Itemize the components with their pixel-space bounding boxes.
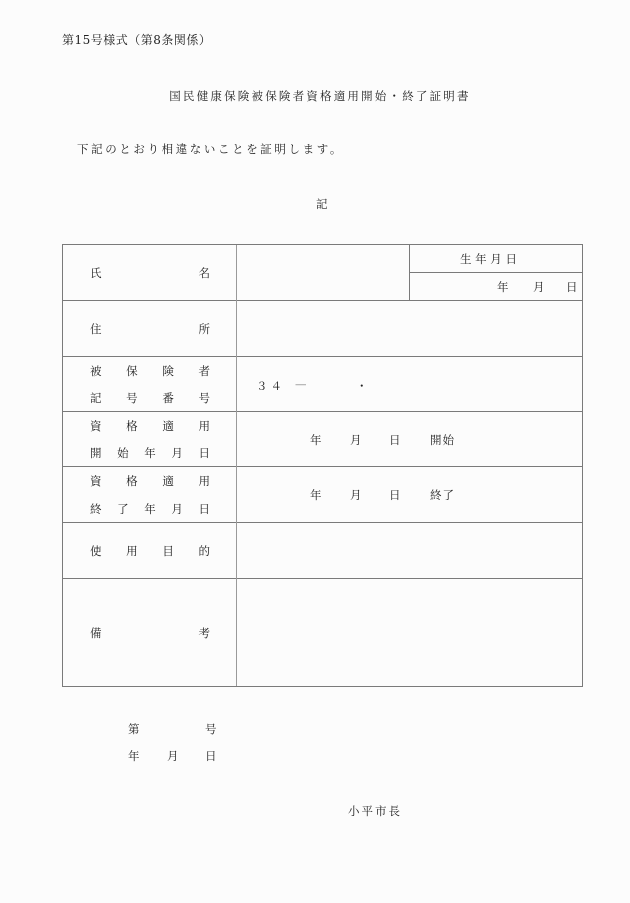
birthdate-column-divider (409, 245, 410, 300)
start-suffix: 開始 (430, 433, 455, 447)
label-char: 用 (126, 544, 138, 558)
end-label-line1 (90, 473, 210, 489)
label-char: 格 (126, 419, 138, 433)
birthdate-divider (409, 272, 583, 273)
insured-number-field[interactable] (313, 363, 573, 403)
purpose-field[interactable] (237, 523, 583, 578)
certificate-table (62, 244, 583, 687)
issue-number-prefix: 第 (128, 722, 140, 736)
remarks-label (90, 625, 210, 641)
label-char: 名 (198, 266, 210, 280)
label-char: 使 (90, 544, 102, 558)
birthdate-header: 生 年 月 日 (460, 252, 517, 266)
issuer-name: 小平市長 (348, 804, 402, 818)
label-char: 格 (126, 474, 138, 488)
end-suffix: 終了 (430, 488, 455, 502)
remarks-field[interactable] (237, 579, 583, 686)
label-char: 適 (162, 474, 174, 488)
row-divider (63, 466, 582, 467)
row-divider (63, 411, 582, 412)
issue-year-label: 年 (128, 749, 140, 763)
insured-number-prefix: ３４ (256, 379, 285, 393)
birthdate-month-label: 月 (533, 280, 545, 294)
label-char: 資 (90, 474, 102, 488)
issue-number-suffix: 号 (205, 722, 217, 736)
label-char: 日 (198, 502, 210, 516)
end-day-label: 日 (389, 488, 401, 502)
label-char: 終 (90, 502, 102, 516)
label-char: 年 (144, 502, 156, 516)
name-field[interactable] (237, 245, 408, 300)
purpose-label (90, 543, 210, 559)
label-char: 資 (90, 419, 102, 433)
row-divider (63, 356, 582, 357)
label-char: 始 (117, 446, 129, 460)
address-field[interactable] (237, 301, 583, 356)
ki-heading: 記 (316, 197, 328, 211)
label-char: 者 (198, 364, 210, 378)
label-char: 用 (198, 419, 210, 433)
label-char: 月 (171, 446, 183, 460)
address-label (90, 321, 210, 337)
label-char: 所 (198, 322, 210, 336)
label-char: 年 (144, 446, 156, 460)
label-char: 考 (198, 626, 210, 640)
label-char: 号 (126, 391, 138, 405)
start-label-line1 (90, 418, 210, 434)
label-char: 号 (198, 391, 210, 405)
end-year-label: 年 (310, 488, 322, 502)
name-label (90, 265, 210, 281)
label-char: 被 (90, 364, 102, 378)
document-title: 国民健康保険被保険者資格適用開始・終了証明書 (169, 89, 471, 103)
label-char: 備 (90, 626, 102, 640)
label-char: 住 (90, 322, 102, 336)
label-char: 用 (198, 474, 210, 488)
issue-day-label: 日 (205, 749, 217, 763)
label-char: 日 (198, 446, 210, 460)
label-char: 月 (171, 502, 183, 516)
label-char: 氏 (90, 266, 102, 280)
label-char: 開 (90, 446, 102, 460)
insured-number-dot: ・ (356, 379, 368, 393)
end-label-line2 (90, 501, 210, 517)
start-label-line2 (90, 445, 210, 461)
start-month-label: 月 (350, 433, 362, 447)
start-day-label: 日 (389, 433, 401, 447)
label-char: 番 (162, 391, 174, 405)
label-char: 保 (126, 364, 138, 378)
insured-label-line1 (90, 363, 210, 379)
start-year-label: 年 (310, 433, 322, 447)
certification-statement: 下記のとおり相違ないことを証明します。 (77, 142, 344, 156)
form-number: 第15号様式（第8条関係） (62, 33, 212, 47)
insured-label-line2 (90, 390, 210, 406)
label-char: 的 (198, 544, 210, 558)
label-char: 了 (117, 502, 129, 516)
end-month-label: 月 (350, 488, 362, 502)
label-char: 目 (162, 544, 174, 558)
birthdate-year-label: 年 (497, 280, 509, 294)
label-char: 険 (162, 364, 174, 378)
birthdate-day-label: 日 (566, 280, 578, 294)
label-char: 記 (90, 391, 102, 405)
insured-number-dash: — (295, 377, 307, 391)
label-char: 適 (162, 419, 174, 433)
issue-month-label: 月 (167, 749, 179, 763)
